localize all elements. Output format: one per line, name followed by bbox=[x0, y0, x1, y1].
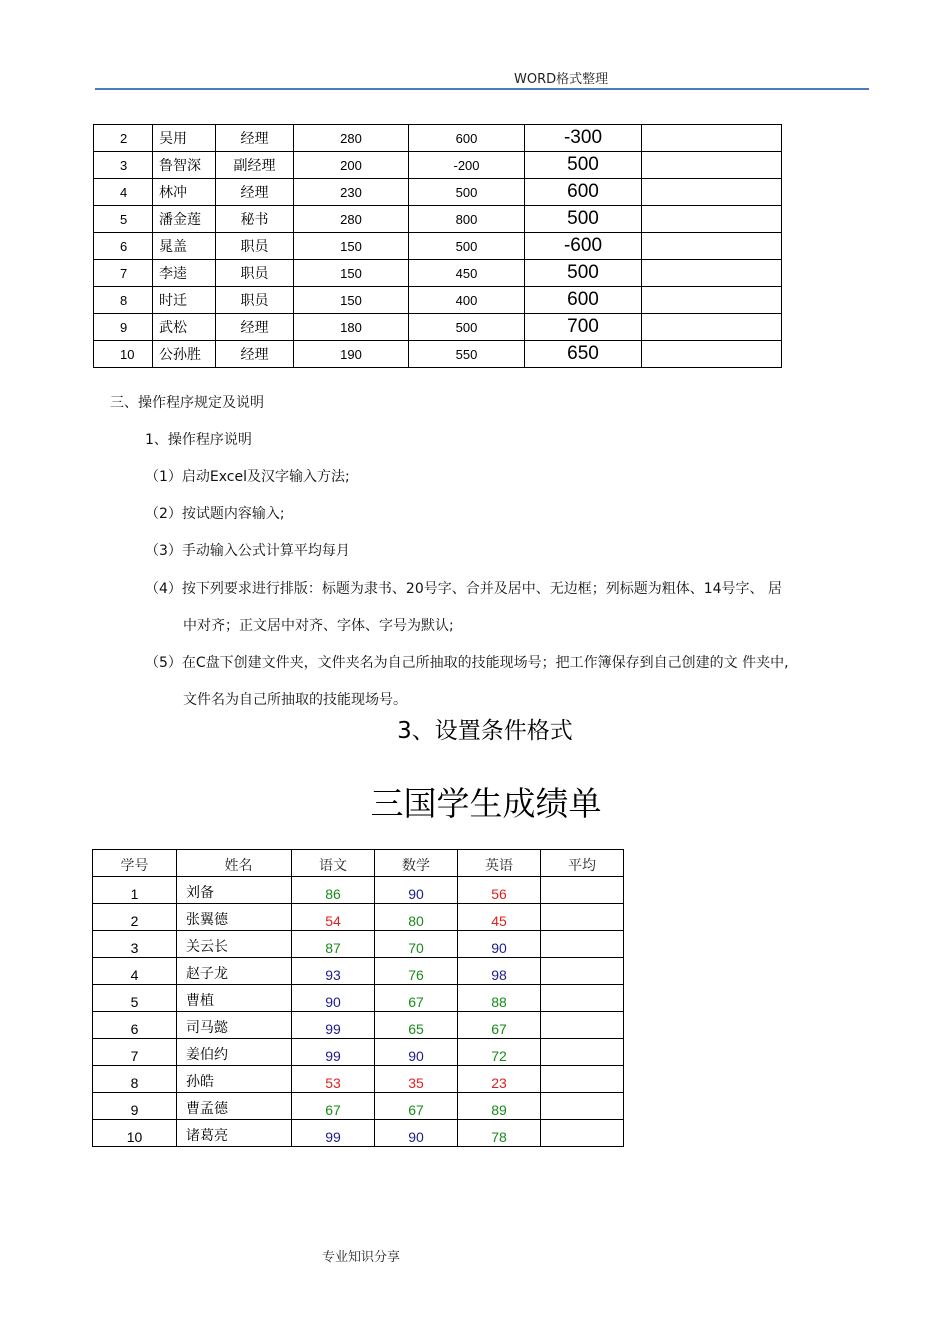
instruction-4-cont: 中对齐；正文居中对齐、字体、字号为默认; bbox=[183, 618, 454, 634]
score-table bbox=[92, 849, 624, 1147]
table-row bbox=[94, 260, 782, 287]
student-name: 刘备 bbox=[177, 877, 292, 904]
instruction-2: （2）按试题内容输入; bbox=[145, 506, 285, 522]
value-b: -200 bbox=[409, 152, 525, 179]
score-math: 70 bbox=[375, 931, 458, 958]
table-row bbox=[93, 931, 624, 958]
section-subtitle: 1、操作程序说明 bbox=[145, 432, 252, 448]
student-id: 8 bbox=[93, 1066, 177, 1093]
employee-position: 职员 bbox=[216, 233, 294, 260]
value-b: 500 bbox=[409, 233, 525, 260]
row-number: 7 bbox=[94, 260, 153, 287]
employee-position: 秘书 bbox=[216, 206, 294, 233]
value-a: 180 bbox=[294, 314, 409, 341]
value-c: 500 bbox=[525, 260, 642, 287]
employee-position: 经理 bbox=[216, 125, 294, 152]
student-name: 赵子龙 bbox=[177, 958, 292, 985]
value-b: 500 bbox=[409, 179, 525, 206]
table-row bbox=[93, 1039, 624, 1066]
student-name: 曹孟德 bbox=[177, 1093, 292, 1120]
table-row bbox=[94, 314, 782, 341]
student-id: 10 bbox=[93, 1120, 177, 1147]
student-id: 3 bbox=[93, 931, 177, 958]
score-chinese: 93 bbox=[292, 958, 375, 985]
employee-name: 林冲 bbox=[153, 179, 216, 206]
employee-name: 晁盖 bbox=[153, 233, 216, 260]
row-number: 9 bbox=[94, 314, 153, 341]
column-header: 数学 bbox=[375, 850, 458, 877]
value-c: 700 bbox=[525, 314, 642, 341]
score-chinese: 54 bbox=[292, 904, 375, 931]
table-row bbox=[93, 985, 624, 1012]
value-a: 150 bbox=[294, 260, 409, 287]
score-english: 56 bbox=[458, 877, 541, 904]
student-name: 孙皓 bbox=[177, 1066, 292, 1093]
value-b: 600 bbox=[409, 125, 525, 152]
score-average bbox=[541, 1012, 624, 1039]
value-d bbox=[642, 260, 782, 287]
student-id: 6 bbox=[93, 1012, 177, 1039]
employee-name: 潘金莲 bbox=[153, 206, 216, 233]
score-english: 78 bbox=[458, 1120, 541, 1147]
table-row bbox=[93, 1066, 624, 1093]
student-name: 姜伯约 bbox=[177, 1039, 292, 1066]
table-row bbox=[94, 179, 782, 206]
score-english: 23 bbox=[458, 1066, 541, 1093]
row-number: 5 bbox=[94, 206, 153, 233]
employee-name: 鲁智深 bbox=[153, 152, 216, 179]
employee-position: 职员 bbox=[216, 260, 294, 287]
student-name: 司马懿 bbox=[177, 1012, 292, 1039]
row-number: 10 bbox=[94, 341, 153, 368]
score-average bbox=[541, 1039, 624, 1066]
student-id: 1 bbox=[93, 877, 177, 904]
score-chinese: 86 bbox=[292, 877, 375, 904]
score-math: 67 bbox=[375, 985, 458, 1012]
table-row bbox=[94, 152, 782, 179]
employee-name: 武松 bbox=[153, 314, 216, 341]
table-row bbox=[93, 1093, 624, 1120]
header-divider bbox=[95, 88, 869, 90]
score-english: 89 bbox=[458, 1093, 541, 1120]
student-id: 4 bbox=[93, 958, 177, 985]
score-chinese: 90 bbox=[292, 985, 375, 1012]
score-average bbox=[541, 904, 624, 931]
table-row bbox=[93, 958, 624, 985]
row-number: 2 bbox=[94, 125, 153, 152]
instruction-4: （4）按下列要求进行排版：标题为隶书、20号字、合并及居中、无边框；列标题为粗体、14号字、 居 bbox=[145, 581, 782, 597]
value-b: 800 bbox=[409, 206, 525, 233]
score-average bbox=[541, 985, 624, 1012]
employee-position: 职员 bbox=[216, 287, 294, 314]
value-d bbox=[642, 179, 782, 206]
score-english: 72 bbox=[458, 1039, 541, 1066]
score-chinese: 99 bbox=[292, 1039, 375, 1066]
value-a: 280 bbox=[294, 206, 409, 233]
instruction-5: （5）在C盘下创建文件夹，文件夹名为自己所抽取的技能现场号；把工作簿保存到自己创建的文 件夹中, bbox=[145, 655, 789, 671]
student-id: 9 bbox=[93, 1093, 177, 1120]
value-c: 650 bbox=[525, 341, 642, 368]
employee-name: 公孙胜 bbox=[153, 341, 216, 368]
column-header: 姓名 bbox=[177, 850, 292, 877]
row-number: 6 bbox=[94, 233, 153, 260]
value-a: 190 bbox=[294, 341, 409, 368]
score-math: 80 bbox=[375, 904, 458, 931]
table-row bbox=[94, 125, 782, 152]
value-c: 500 bbox=[525, 152, 642, 179]
row-number: 8 bbox=[94, 287, 153, 314]
value-d bbox=[642, 125, 782, 152]
employee-name: 李逵 bbox=[153, 260, 216, 287]
score-average bbox=[541, 1066, 624, 1093]
student-id: 7 bbox=[93, 1039, 177, 1066]
score-math: 65 bbox=[375, 1012, 458, 1039]
conditional-format-heading: 3、设置条件格式 bbox=[397, 718, 573, 744]
value-d bbox=[642, 287, 782, 314]
employee-position: 经理 bbox=[216, 341, 294, 368]
score-english: 90 bbox=[458, 931, 541, 958]
value-d bbox=[642, 314, 782, 341]
employee-name: 吴用 bbox=[153, 125, 216, 152]
value-c: -600 bbox=[525, 233, 642, 260]
score-sheet-title: 三国学生成绩单 bbox=[370, 784, 602, 823]
table-row bbox=[94, 341, 782, 368]
value-b: 400 bbox=[409, 287, 525, 314]
row-number: 4 bbox=[94, 179, 153, 206]
student-name: 关云长 bbox=[177, 931, 292, 958]
value-c: 600 bbox=[525, 179, 642, 206]
value-c: -300 bbox=[525, 125, 642, 152]
table-row bbox=[94, 287, 782, 314]
instruction-1: （1）启动Excel及汉字输入方法; bbox=[145, 469, 350, 485]
employee-name: 时迁 bbox=[153, 287, 216, 314]
column-header: 语文 bbox=[292, 850, 375, 877]
value-a: 280 bbox=[294, 125, 409, 152]
section-title: 三、操作程序规定及说明 bbox=[110, 395, 264, 411]
score-english: 67 bbox=[458, 1012, 541, 1039]
employee-position: 经理 bbox=[216, 179, 294, 206]
table-row bbox=[94, 206, 782, 233]
instruction-5-cont: 文件名为自己所抽取的技能现场号。 bbox=[183, 692, 407, 708]
score-average bbox=[541, 958, 624, 985]
score-math: 90 bbox=[375, 1039, 458, 1066]
student-name: 曹植 bbox=[177, 985, 292, 1012]
score-math: 67 bbox=[375, 1093, 458, 1120]
employee-position: 经理 bbox=[216, 314, 294, 341]
student-name: 张翼德 bbox=[177, 904, 292, 931]
header-title: WORD格式整理 bbox=[514, 72, 609, 87]
score-average bbox=[541, 1120, 624, 1147]
score-english: 45 bbox=[458, 904, 541, 931]
table-header-row bbox=[93, 850, 624, 877]
value-b: 550 bbox=[409, 341, 525, 368]
column-header: 学号 bbox=[93, 850, 177, 877]
column-header: 平均 bbox=[541, 850, 624, 877]
value-d bbox=[642, 341, 782, 368]
value-d bbox=[642, 152, 782, 179]
score-chinese: 67 bbox=[292, 1093, 375, 1120]
score-chinese: 99 bbox=[292, 1120, 375, 1147]
score-english: 98 bbox=[458, 958, 541, 985]
table-row bbox=[93, 904, 624, 931]
value-b: 450 bbox=[409, 260, 525, 287]
instruction-3: （3）手动输入公式计算平均每月 bbox=[145, 543, 350, 559]
student-id: 2 bbox=[93, 904, 177, 931]
table-row bbox=[93, 1012, 624, 1039]
student-name: 诸葛亮 bbox=[177, 1120, 292, 1147]
score-english: 88 bbox=[458, 985, 541, 1012]
score-math: 90 bbox=[375, 1120, 458, 1147]
score-math: 90 bbox=[375, 877, 458, 904]
value-a: 230 bbox=[294, 179, 409, 206]
footer-text: 专业知识分享 bbox=[322, 1250, 401, 1265]
value-a: 200 bbox=[294, 152, 409, 179]
table-row bbox=[93, 877, 624, 904]
score-average bbox=[541, 1093, 624, 1120]
student-id: 5 bbox=[93, 985, 177, 1012]
table-row bbox=[93, 1120, 624, 1147]
value-c: 500 bbox=[525, 206, 642, 233]
value-d bbox=[642, 233, 782, 260]
salary-table bbox=[93, 124, 782, 368]
column-header: 英语 bbox=[458, 850, 541, 877]
score-chinese: 87 bbox=[292, 931, 375, 958]
value-a: 150 bbox=[294, 233, 409, 260]
score-chinese: 53 bbox=[292, 1066, 375, 1093]
value-c: 600 bbox=[525, 287, 642, 314]
value-d bbox=[642, 206, 782, 233]
score-average bbox=[541, 877, 624, 904]
score-average bbox=[541, 931, 624, 958]
score-chinese: 99 bbox=[292, 1012, 375, 1039]
table-row bbox=[94, 233, 782, 260]
employee-position: 副经理 bbox=[216, 152, 294, 179]
value-a: 150 bbox=[294, 287, 409, 314]
score-math: 35 bbox=[375, 1066, 458, 1093]
row-number: 3 bbox=[94, 152, 153, 179]
value-b: 500 bbox=[409, 314, 525, 341]
score-math: 76 bbox=[375, 958, 458, 985]
